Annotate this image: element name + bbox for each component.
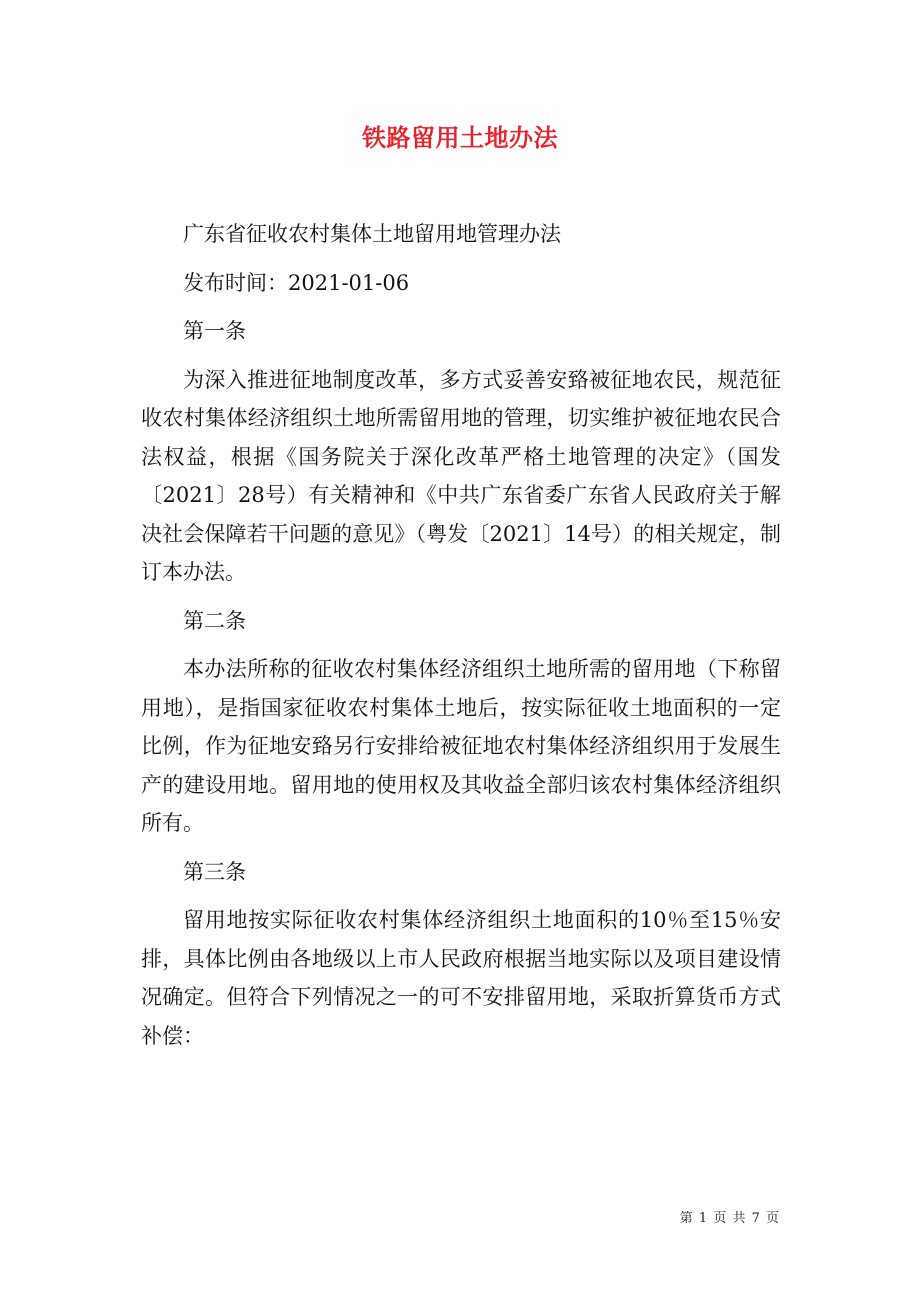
article-2-heading: 第二条 [183,608,246,633]
article-3-text: 留用地按实际征收农村集体经济组织土地面积的10％至15％安排，具体比例由各地级以上市人民政府根据当地实际以及项目建设情况确定。但符合下列情况之一的可不安排留用地，采取折算货币方式补偿： [141,908,781,1048]
document-body [141,215,781,1055]
article-3-heading: 第三条 [183,859,246,884]
document-title: 铁路留用土地办法 [362,123,558,152]
paragraph-publish-date: 发布时间：2021-01-06 [183,270,410,295]
article-2-text: 本办法所称的征收农村集体经济组织土地所需的留用地（下称留用地），是指国家征收农村集体土地后，按实际征收土地面积的一定比例，作为征地安臵另行安排给被征地农村集体经济组织用于发展生产的建设用地。留用地的使用权及其收益全部归该农村集体经济组织所有。 [141,657,781,835]
article-1-text: 为深入推进征地制度改革，多方式妥善安臵被征地农民，规范征收农村集体经济组织土地所需留用地的管理，切实维护被征地农民合法权益，根据《国务院关于深化改革严格土地管理的决定》（国发〔2021〕28号）有关精神和《中共广东省委广东省人民政府关于解决社会保障若干问题的意见》（粤发〔2021〕14号）的相关规定，制订本办法。 [141,367,781,584]
paragraph-subtitle: 广东省征收农村集体土地留用地管理办法 [183,222,561,246]
page-number: 第 1 页 共 7 页 [679,1211,779,1226]
article-1-heading: 第一条 [183,319,246,343]
